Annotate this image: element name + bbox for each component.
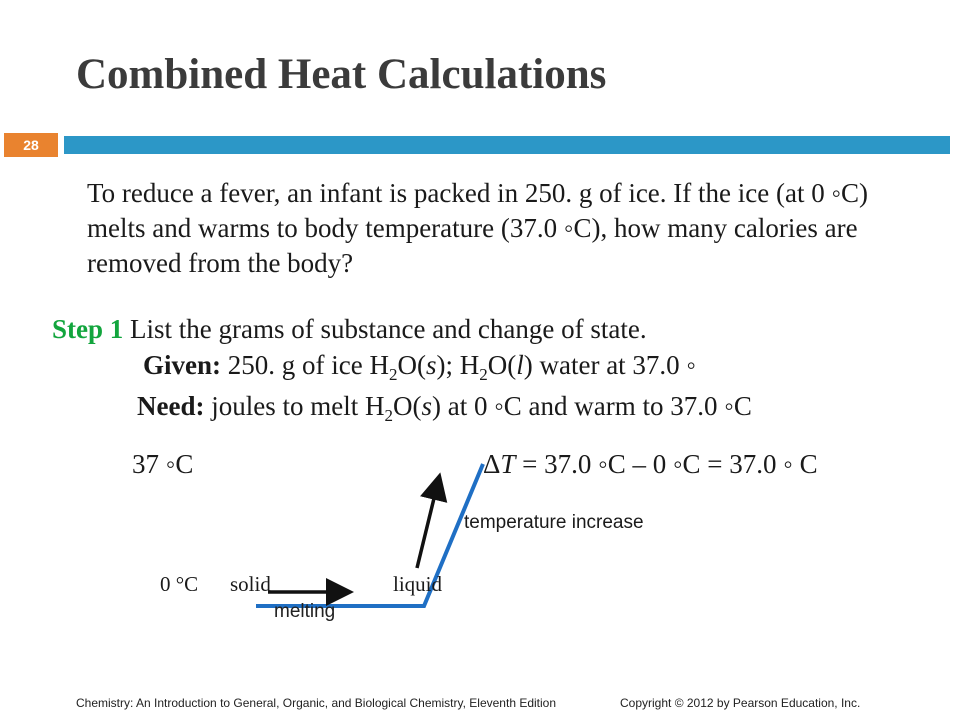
delta-t-expression: = 37.0 ◦C – 0 ◦C = 37.0 ◦ C <box>515 449 818 479</box>
subscript-2: 2 <box>384 406 393 425</box>
given-text-b: O( <box>397 350 426 380</box>
given-text-c: ); H <box>436 350 480 380</box>
bottom-temperature-label: 0 °C <box>160 572 199 596</box>
footer-book-title: Chemistry: An Introduction to General, Organic, and Biological Chemistry, Eleventh Edition <box>76 696 557 710</box>
given-text-d: O( <box>487 350 517 380</box>
slide-title: Combined Heat Calculations <box>76 51 607 98</box>
liquid-label: liquid <box>393 572 443 596</box>
slide-number-badge: 28 <box>4 133 58 157</box>
top-temperature-label: 37 ◦C <box>132 449 194 479</box>
need-text-b: O( <box>392 391 422 421</box>
step1-label: Step 1 <box>52 314 124 344</box>
heating-curve-line <box>256 464 483 606</box>
melting-label: melting <box>274 601 336 622</box>
given-state-l: l <box>516 350 524 380</box>
need-state-s: s <box>421 391 432 421</box>
given-state-s: s <box>425 350 437 380</box>
need-label: Need: <box>137 391 205 421</box>
temperature-increase-arrow-icon <box>417 486 437 568</box>
given-label: Given: <box>143 350 221 380</box>
delta-symbol: Δ <box>483 449 501 479</box>
footer-copyright: Copyright © 2012 by Pearson Education, Inc. <box>620 696 861 710</box>
question-text: To reduce a fever, an infant is packed in 250. g of ice. If the ice (at 0 ◦C) melts and warms to body temperature (37.0 ◦C), how many calories are removed from the body? <box>87 178 869 278</box>
step1-text: List the grams of substance and change of state. <box>123 314 647 344</box>
need-text-c: ) at 0 ◦C and warm to 37.0 ◦C <box>431 391 752 421</box>
given-text-a: 250. g of ice H <box>221 350 389 380</box>
need-text-a: joules to melt H <box>204 391 385 421</box>
subscript-2: 2 <box>479 365 488 384</box>
subscript-2: 2 <box>388 365 398 384</box>
temperature-increase-label: temperature increase <box>464 512 644 533</box>
solid-label: solid <box>230 572 271 596</box>
given-text-e: ) water at 37.0 ◦ <box>523 350 697 380</box>
delta-t-variable: T <box>500 449 516 479</box>
